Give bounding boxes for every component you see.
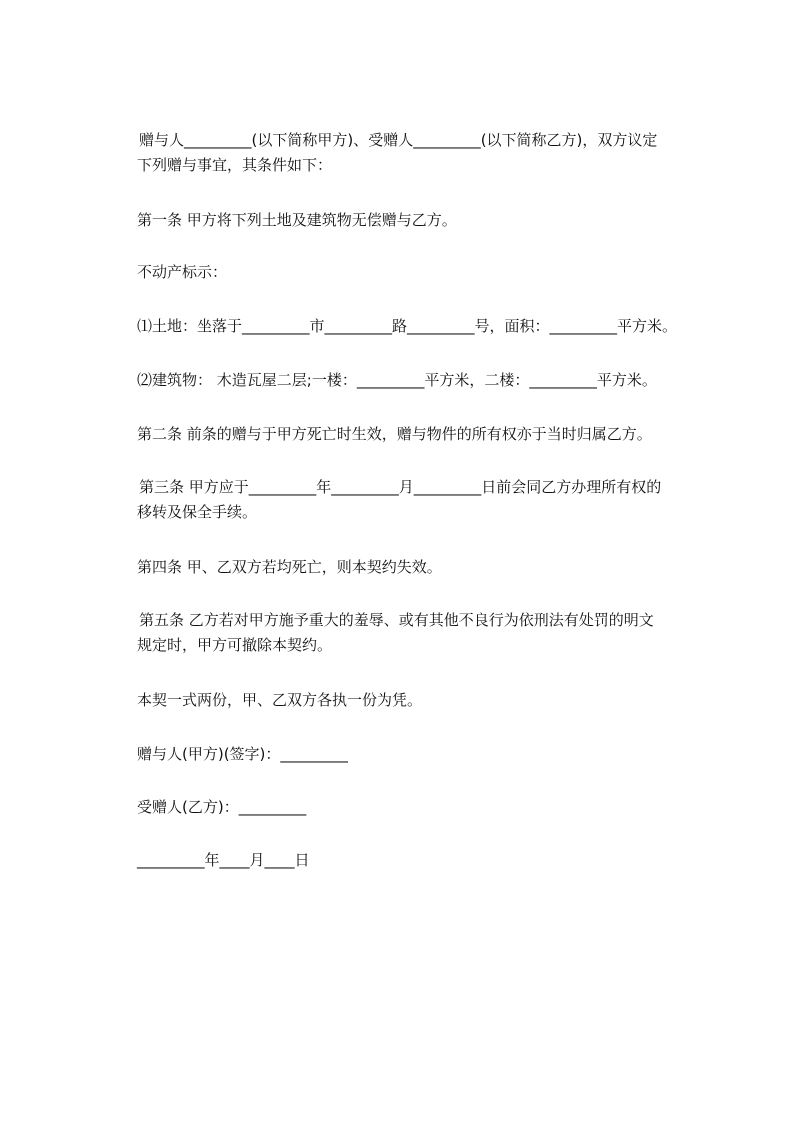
article-5 (139, 608, 719, 658)
article-4: 第四条 甲、乙双方若均死亡，则本契约失效。 (137, 558, 442, 576)
article-1: 第一条 甲方将下列土地及建筑物无偿赠与乙方。 (137, 211, 457, 229)
intro-line-1: 赠与人_________(以下简称甲方)、受赠人_________(以下简称乙方)，双方议定 (139, 131, 658, 149)
signature-donor: 赠与人(甲方)(签字)：_________ (137, 745, 348, 763)
copies-statement: 本契一式两份，甲、乙双方各执一份为凭。 (137, 691, 423, 709)
article-3 (139, 475, 719, 525)
intro-paragraph (139, 128, 719, 178)
article-5-line-1: 第五条 乙方若对甲方施予重大的羞辱、或有其他不良行为依刑法有处罚的明文 (139, 611, 654, 629)
item-land: ⑴土地：坐落于_________市_________路_________号，面积：_________平方米。 (137, 317, 678, 335)
article-5-line-2: 规定时，甲方可撤除本契约。 (137, 636, 333, 654)
property-heading: 不动产标示： (137, 263, 228, 281)
article-3-line-1: 第三条 甲方应于_________年_________月_________日前会同乙方办理所有权的 (139, 478, 662, 496)
signing-date: _________年____月____日 (137, 851, 310, 869)
article-2: 第二条 前条的赠与于甲方死亡时生效，赠与物件的所有权亦于当时归属乙方。 (137, 425, 652, 443)
article-3-line-2: 移转及保全手续。 (137, 503, 258, 521)
intro-line-2: 下列赠与事宜，其条件如下： (137, 156, 333, 174)
signature-donee: 受赠人(乙方)：_________ (137, 798, 307, 816)
item-building: ⑵建筑物： 木造瓦屋二层;一楼：_________平方米，二楼：_________平方米。 (137, 371, 657, 389)
